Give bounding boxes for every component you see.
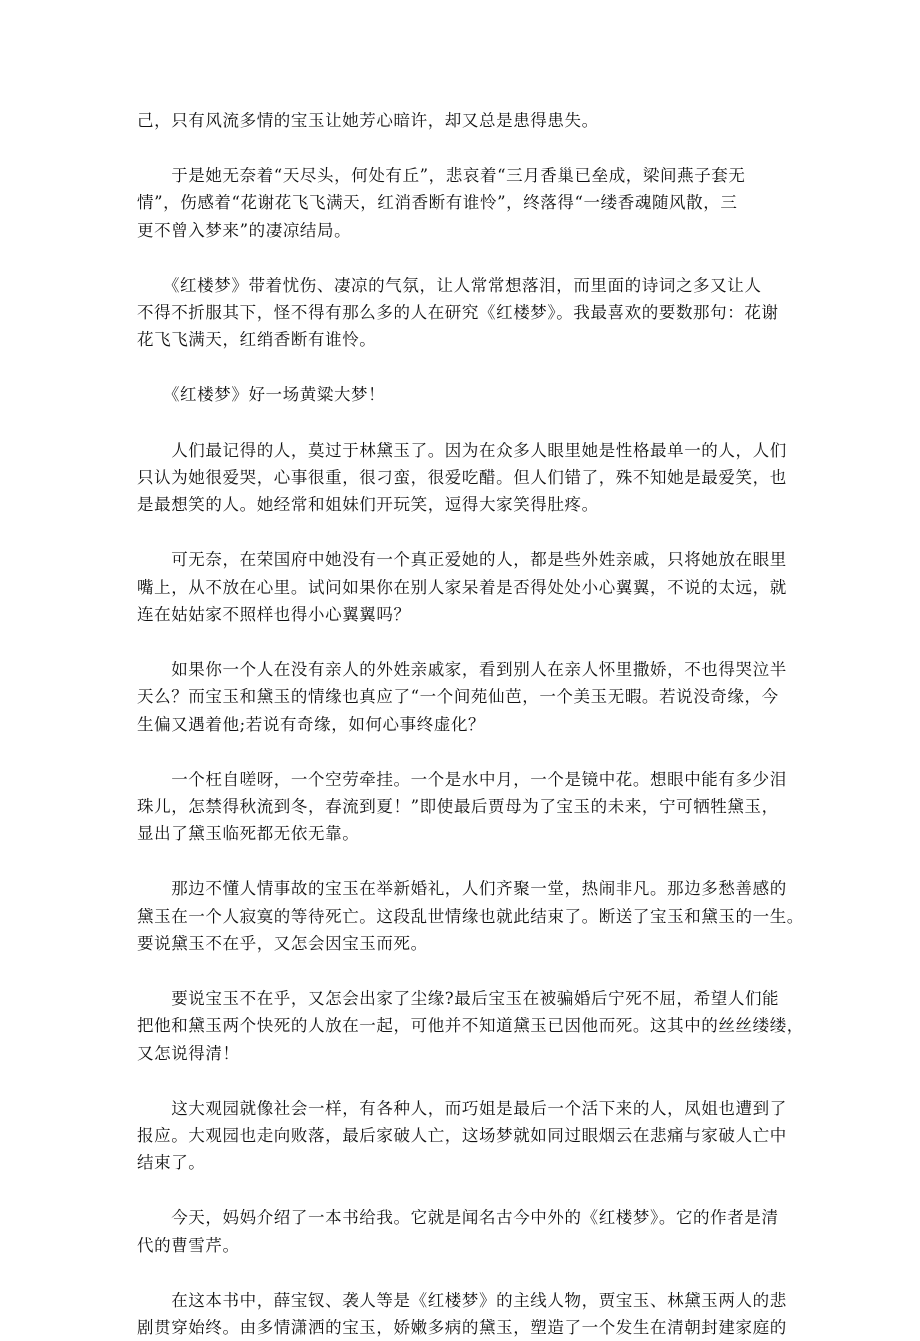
paragraph-line: 一个枉自嗟呀，一个空劳牵挂。一个是水中月，一个是镜中花。想眼中能有多少泪 <box>137 769 787 789</box>
paragraph <box>137 875 804 957</box>
paragraph-line: 只认为她很爱哭，心事很重，很刁蛮，很爱吃醋。但人们错了，殊不知她是最爱笑，也 <box>137 467 787 487</box>
paragraph <box>137 985 804 1067</box>
paragraph <box>137 162 787 244</box>
paragraph-line: 又怎说得清！ <box>137 1043 240 1063</box>
paragraph-line: 代的曹雪芹。 <box>137 1235 240 1255</box>
paragraph-line: 显出了黛玉临死都无依无靠。 <box>137 824 360 844</box>
paragraph <box>137 437 787 519</box>
paragraph-line: 那边不懂人情事故的宝玉在举新婚礼，人们齐聚一堂，热闹非凡。那边多愁善感的 <box>137 879 787 899</box>
paragraph <box>137 1287 787 1341</box>
paragraph-line: 花飞飞满天，红绡香断有谁怜。 <box>137 330 377 350</box>
paragraph <box>137 656 787 738</box>
essay-body <box>137 107 804 1341</box>
paragraph <box>137 107 787 134</box>
paragraph-line: 《红楼梦》好一场黄粱大梦！ <box>137 385 386 405</box>
paragraph-line: 不得不折服其下，怪不得有那么多的人在研究《红楼梦》。我最喜欢的要数那句：花谢 <box>137 303 779 323</box>
paragraph-line: 天么？而宝玉和黛玉的情缘也真应了“一个间苑仙芭，一个美玉无暇。若说没奇缘，今 <box>137 687 779 707</box>
paragraph-line: 己，只有风流多情的宝玉让她芳心暗许，却又总是患得患失。 <box>137 111 599 130</box>
paragraph-line: 黛玉在一个人寂寞的等待死亡。这段乱世情缘也就此结束了。断送了宝玉和黛玉的一生。 <box>137 906 804 926</box>
paragraph-line: 可无奈，在荣国府中她没有一个真正爱她的人，都是些外姓亲戚，只将她放在眼里 <box>137 550 787 570</box>
paragraph-line: 于是她无奈着“天尽头，何处有丘”，悲哀着“三月香巢已垒成，梁间燕子套无 <box>137 166 746 186</box>
paragraph-line: 生偏又遇着他;若说有奇缘，如何心事终虚化？ <box>137 714 486 734</box>
paragraph-line: 情”，伤感着“花谢花飞飞满天，红消香断有谁怜”，终落得“一缕香魂随风散，三 <box>137 193 738 213</box>
paragraph-line: 人们最记得的人，莫过于林黛玉了。因为在众多人眼里她是性格最单一的人，人们 <box>137 440 787 460</box>
paragraph <box>137 546 787 628</box>
paragraph-line: 要说宝玉不在乎，又怎会出家了尘缘?最后宝玉在被骗婚后宁死不屈，希望人们能 <box>137 989 780 1008</box>
paragraph <box>137 272 787 354</box>
paragraph-line: 今天，妈妈介绍了一本书给我。它就是闻名古今中外的《红楼梦》。它的作者是清 <box>137 1208 779 1228</box>
paragraph-line: 要说黛玉不在乎，又怎会因宝玉而死。 <box>137 933 428 953</box>
paragraph <box>137 381 787 408</box>
paragraph-line: 结束了。 <box>137 1153 206 1173</box>
paragraph-line: 嘴上，从不放在心里。试问如果你在别人家呆着是否得处处小心翼翼，不说的太远，就 <box>137 577 787 597</box>
paragraph-line: 更不曾入梦来”的凄凉结局。 <box>137 220 352 240</box>
paragraph-line: 报应。大观园也走向败落，最后家破人亡，这场梦就如同过眼烟云在悲痛与家破人亡中 <box>137 1125 787 1145</box>
paragraph-line: 珠儿，怎禁得秋流到冬，春流到夏！”即使最后贾母为了宝玉的未来，宁可牺牲黛玉， <box>137 796 779 816</box>
paragraph-line: 在这本书中，薛宝钗、袭人等是《红楼梦》的主线人物，贾宝玉、林黛玉两人的悲 <box>137 1290 787 1310</box>
paragraph-line: 是最想笑的人。她经常和姐妹们开玩笑，逗得大家笑得肚疼。 <box>137 495 599 515</box>
paragraph <box>137 1095 787 1177</box>
paragraph <box>137 766 787 848</box>
paragraph-line: 如果你一个人在没有亲人的外姓亲戚家，看到别人在亲人怀里撒娇，不也得哭泣半 <box>137 659 787 679</box>
paragraph-line: 这大观园就像社会一样，有各种人，而巧姐是最后一个活下来的人，凤姐也遭到了 <box>137 1098 787 1118</box>
paragraph-line: 剧贯穿始终。由多情潇洒的宝玉，娇嫩多病的黛玉，塑造了一个发生在清朝封建家庭的 <box>137 1318 787 1338</box>
paragraph <box>137 1204 787 1259</box>
paragraph-line: 把他和黛玉两个快死的人放在一起，可他并不知道黛玉已因他而死。这其中的丝丝缕缕， <box>137 1016 804 1036</box>
paragraph-line: 《红楼梦》带着忧伤、凄凉的气氛，让人常常想落泪，而里面的诗词之多又让人 <box>137 275 762 295</box>
paragraph-line: 连在姑姑家不照样也得小心翼翼吗？ <box>137 604 411 624</box>
